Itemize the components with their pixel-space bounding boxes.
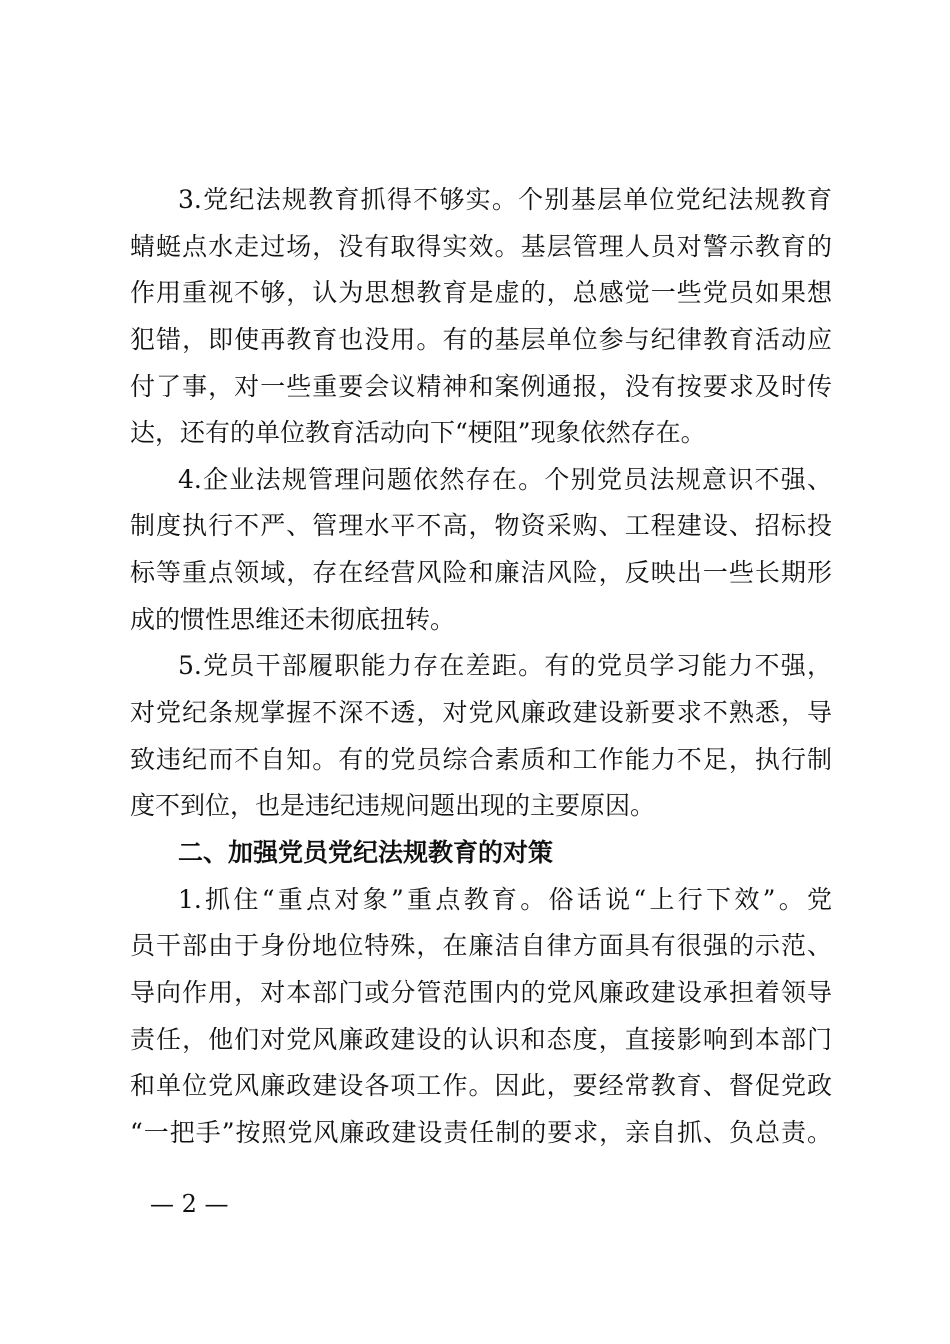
paragraph-1 xyxy=(130,877,832,1157)
text-line: 责任，他们对党风廉政建设的认识和态度，直接影响到本部门 xyxy=(130,1024,832,1054)
text-line: 度不到位，也是违纪违规问题出现的主要原因。 xyxy=(130,791,656,821)
text-line: 1.抓住“重点对象”重点教育。俗话说“上行下效”。党 xyxy=(178,884,832,914)
paragraph-4 xyxy=(130,457,832,644)
text-line: 4.企业法规管理问题依然存在。个别党员法规意识不强、 xyxy=(178,464,832,494)
text-line: 导向作用，对本部门或分管范围内的党风廉政建设承担着领导 xyxy=(130,977,832,1007)
text-line: 成的惯性思维还未彻底扭转。 xyxy=(130,604,456,634)
document-body xyxy=(130,177,832,1156)
text-line: 致违纪而不自知。有的党员综合素质和工作能力不足，执行制 xyxy=(130,744,832,774)
text-line: 付了事，对一些重要会议精神和案例通报，没有按要求及时传 xyxy=(130,371,832,401)
text-line: 标等重点领域，存在经营风险和廉洁风险，反映出一些长期形 xyxy=(130,558,832,588)
text-line: 对党纪条规掌握不深不透，对党风廉政建设新要求不熟悉，导 xyxy=(130,698,832,728)
paragraph-5 xyxy=(130,643,832,830)
text-line: “一把手”按照党风廉政建设责任制的要求，亲自抓、负总责。 xyxy=(130,1117,832,1147)
section-heading: 二、加强党员党纪法规教育的对策 xyxy=(178,837,554,867)
text-line: 和单位党风廉政建设各项工作。因此，要经常教育、督促党政 xyxy=(130,1071,832,1101)
text-line: 蜻蜓点水走过场，没有取得实效。基层管理人员对警示教育的 xyxy=(130,231,832,261)
text-line: 3.党纪法规教育抓得不够实。个别基层单位党纪法规教育 xyxy=(178,185,832,214)
text-line: 5.党员干部履职能力存在差距。有的党员学习能力不强， xyxy=(178,651,832,681)
paragraph-3 xyxy=(130,177,832,457)
text-line: 作用重视不够，认为思想教育是虚的，总感觉一些党员如果想 xyxy=(130,278,832,308)
text-line: 员干部由于身份地位特殊，在廉洁自律方面具有很强的示范、 xyxy=(130,931,832,961)
text-line: 犯错，即使再教育也没用。有的基层单位参与纪律教育活动应 xyxy=(130,324,832,354)
text-line: 制度执行不严、管理水平不高，物资采购、工程建设、招标投 xyxy=(130,511,832,541)
page-number: — 2 — xyxy=(150,1190,229,1218)
text-line: 达，还有的单位教育活动向下“梗阻”现象依然存在。 xyxy=(130,418,706,448)
